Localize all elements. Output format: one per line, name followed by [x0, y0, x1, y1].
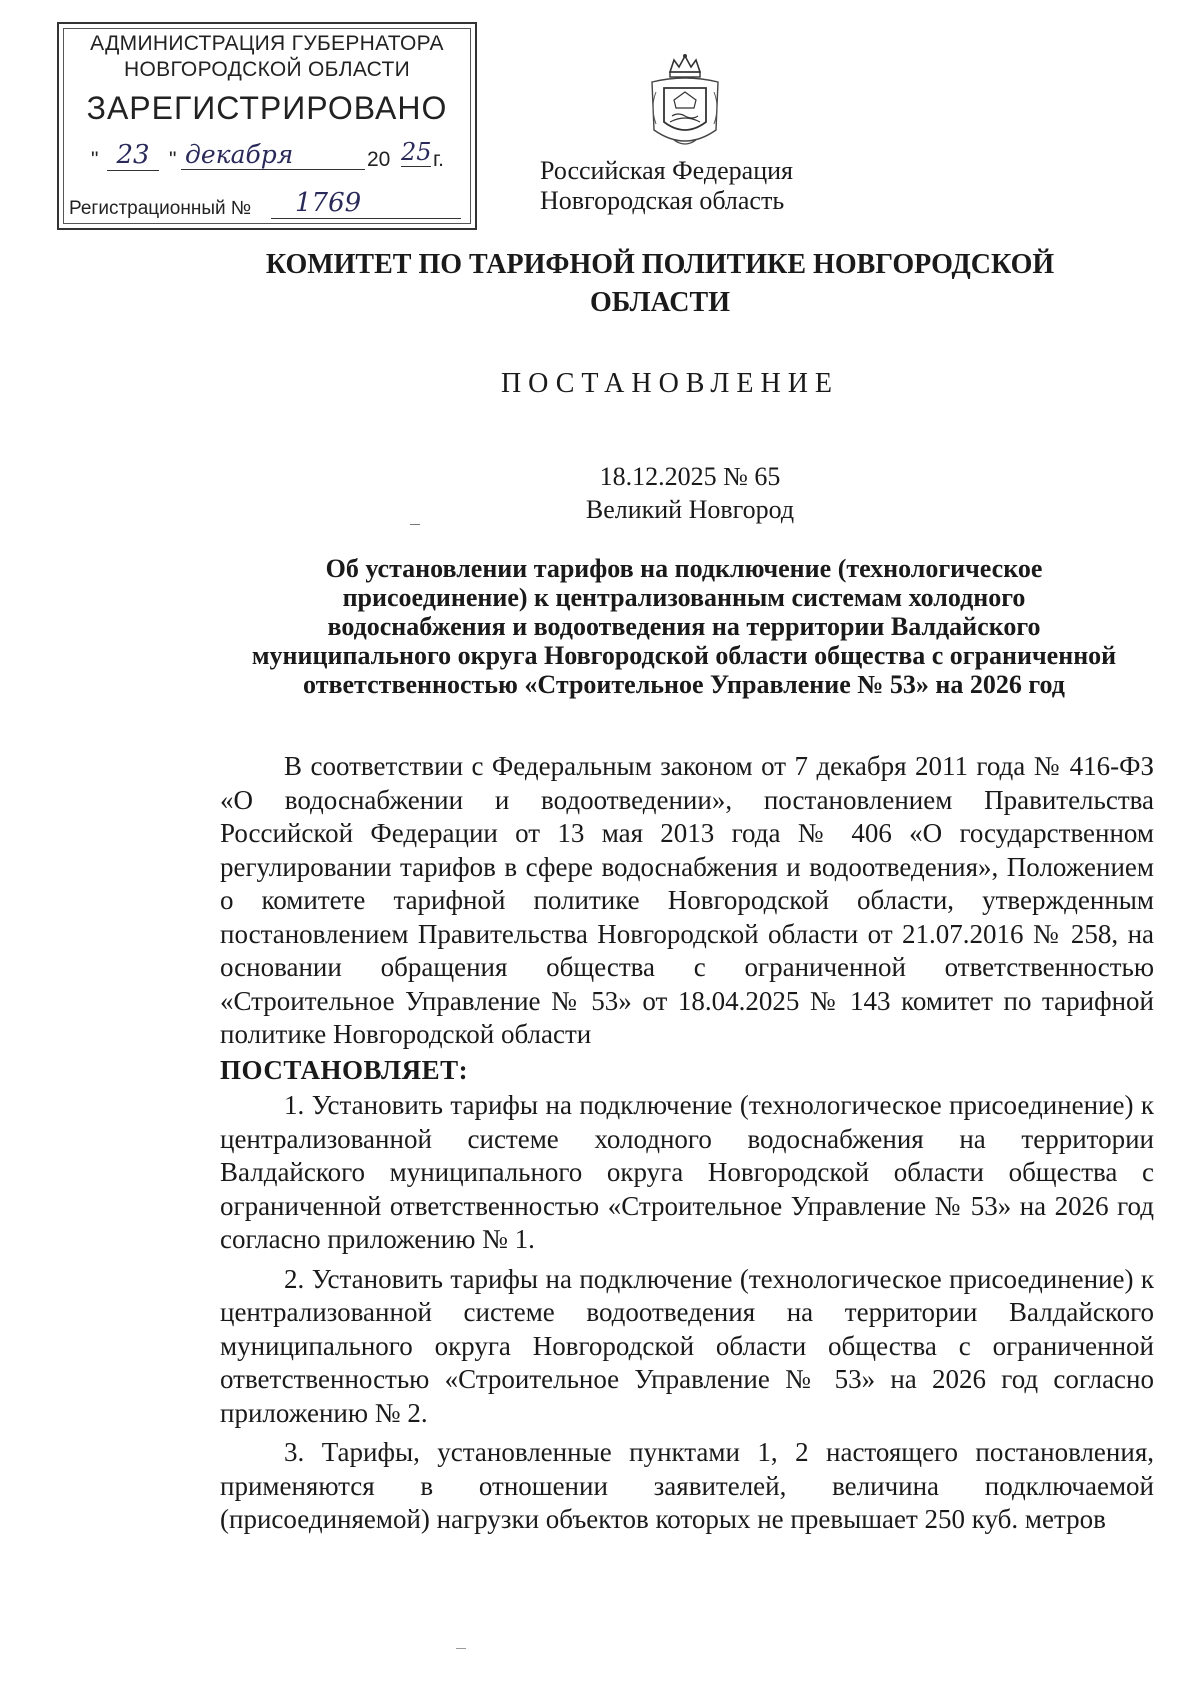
registration-stamp	[57, 22, 477, 230]
stamp-year-handwritten: 25	[401, 138, 432, 166]
document-type: ПОСТАНОВЛЕНИЕ	[500, 368, 840, 399]
committee-title-line2: ОБЛАСТИ	[590, 287, 730, 318]
preamble-paragraph: В соответствии с Федеральным законом от 7 декабря 2011 года № 416-ФЗ «О водоснабжении и водоотведении», постановлением Правительства Российской Федерации от 13 мая 2013 года № 406 «О государственном регулировании тарифов в сфере водоснабжения и водоотведения», Положением о комитете тарифной политике Новгородской области, утвержденным постановлением Правительства Новгородской области от 21.07.2016 № 258, на основании обращения общества с ограниченной ответственностью «Строительное Управление № 53» от 18.04.2025 № 143 комитет по тарифной политике Новгородской области	[220, 751, 1154, 1049]
country-name: Российская Федерация	[540, 156, 793, 185]
stamp-month-handwritten: декабря	[181, 140, 365, 170]
decree-heading: ПОСТАНОВЛЯЕТ:	[220, 1054, 469, 1085]
committee-title	[240, 246, 1080, 322]
stamp-year-unit: г.	[433, 148, 444, 171]
document-body	[220, 750, 1154, 1543]
scan-mark	[410, 524, 420, 525]
scan-mark-bottom	[456, 1648, 466, 1649]
stamp-quote-close: "	[169, 148, 177, 171]
region-name: Новгородская область	[540, 186, 785, 215]
document-subject	[216, 554, 1152, 699]
item-1-paragraph: 1. Установить тарифы на подключение (технологическое присоединение) к централизованной системе холодного водоснабжения на территории Валдайского муниципального округа Новгородской области общества с ограниченной ответственностью «Строительное Управление № 53» на 2026 год согласно приложению № 1.	[220, 1090, 1154, 1254]
subject-line3: водоснабжения и водоотведения на территории Валдайского	[327, 612, 1041, 641]
stamp-reg-label: Регистрационный №	[69, 198, 252, 219]
subject-line2: присоединение) к централизованным системам холодного	[342, 583, 1026, 612]
stamp-year-prefix: 20	[367, 148, 391, 171]
subject-line1: Об установлении тарифов на подключение (технологическое	[325, 554, 1043, 583]
item-2-paragraph: 2. Установить тарифы на подключение (технологическое присоединение) к централизованной системе водоотведения на территории Валдайского муниципального округа Новгородской области общества с ограниченной ответственностью «Строительное Управление № 53» на 2026 год согласно приложению № 2.	[220, 1263, 1154, 1428]
stamp-org-line2: НОВГОРОДСКОЙ ОБЛАСТИ	[124, 58, 410, 81]
document-date-number: 18.12.2025 № 65	[599, 462, 781, 491]
stamp-reg-number-handwritten: 1769	[271, 188, 461, 219]
stamp-quote-open: "	[91, 148, 99, 171]
subject-line5: ответственностью «Строительное Управление № 53» на 2026 год	[303, 670, 1065, 699]
coat-of-arms-icon	[644, 52, 726, 156]
stamp-status: ЗАРЕГИСТРИРОВАНО	[86, 90, 448, 126]
stamp-day-handwritten: 23	[107, 140, 159, 171]
stamp-date	[89, 138, 469, 178]
stamp-org-line1: АДМИНИСТРАЦИЯ ГУБЕРНАТОРА	[90, 32, 444, 55]
document-city: Великий Новгород	[585, 495, 795, 524]
committee-title-line1: КОМИТЕТ ПО ТАРИФНОЙ ПОЛИТИКЕ НОВГОРОДСКОЙ	[265, 249, 1055, 280]
item-3-paragraph: 3. Тарифы, установленные пунктами 1, 2 настоящего постановления, применяются в отношении заявителей, величина подключаемой (присоединяемой) нагрузки объектов которых не превышает 250 куб. метров	[220, 1437, 1154, 1534]
subject-line4: муниципального округа Новгородской области общества с ограниченной	[251, 641, 1117, 670]
